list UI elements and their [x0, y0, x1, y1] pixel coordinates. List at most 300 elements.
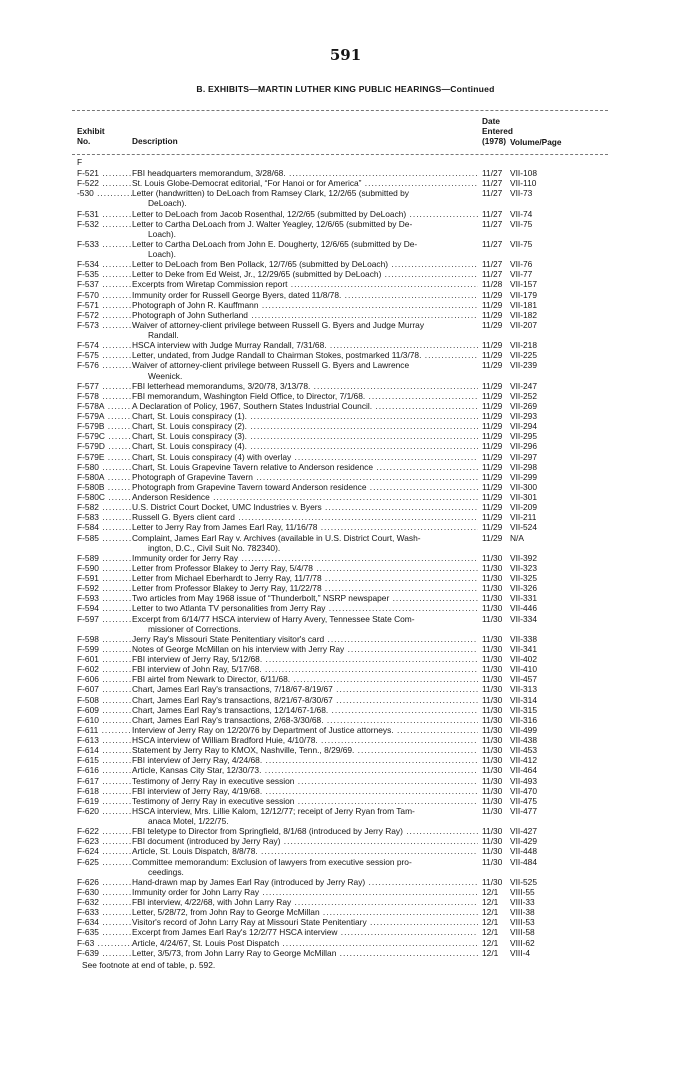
table-row: [0, 340, 691, 350]
table-row: [0, 917, 691, 927]
page-number: 591: [329, 46, 362, 64]
exhibit-number: F-533 .....: [77, 239, 132, 249]
volume-page: VII-446: [510, 603, 538, 614]
table-row: [0, 806, 691, 816]
exhibit-description: FBI memorandum, Washington Field Office, to Director, 7/1/68. .....: [132, 391, 478, 401]
exhibit-description: Chart, St. Louis conspiracy (1). .....: [132, 411, 478, 421]
table-row: [0, 462, 691, 472]
exhibit-description: Notes of George McMillan on his interview with Jerry Ray .....: [132, 644, 478, 654]
exhibit-description: Letter to Deke from Ed Weist, Jr., 12/29/65 (submitted by DeLoach) .....: [132, 269, 478, 279]
volume-page: VII-524: [510, 522, 538, 533]
exhibit-description: Letter to DeLoach from Jacob Rosenthal, 12/2/65 (submitted by DeLoach) .....: [132, 209, 478, 219]
table-row: [0, 533, 691, 543]
table-row: [0, 563, 691, 573]
table-row: [0, 644, 691, 654]
date-entered: 11/30: [482, 724, 503, 735]
table-row: [0, 684, 691, 694]
exhibit-number: F-580 .....: [77, 462, 132, 472]
table-row-continuation: [0, 543, 691, 553]
exhibit-number: F-576 .....: [77, 360, 132, 370]
table-row: [0, 259, 691, 269]
date-entered: 11/29: [482, 309, 503, 320]
table-row: [0, 310, 691, 320]
header-description: Description: [132, 135, 178, 146]
exhibit-number: F-594 .....: [77, 603, 132, 613]
table-row: [0, 360, 691, 370]
exhibit-description: Letter, 5/28/72, from John Ray to George McMillan .....: [132, 907, 478, 917]
exhibit-description: FBI interview of Jerry Ray, 4/24/68. .....: [132, 755, 478, 765]
exhibit-description: Chart, James Earl Ray's transactions, 12/14/67-1/68. .....: [132, 705, 478, 715]
table-row: [0, 502, 691, 512]
date-entered: 12/1: [482, 947, 499, 958]
table-row: [0, 603, 691, 613]
exhibit-description: Immunity order for Russell George Byers, dated 11/8/78. .....: [132, 290, 478, 300]
exhibit-description: Article, 4/24/67, St. Louis Post Dispatch .....: [132, 938, 478, 948]
date-entered: 11/30: [482, 805, 503, 816]
table-row: [0, 300, 691, 310]
volume-page: VII-477: [510, 805, 538, 816]
exhibit-number: F-508 .....: [77, 695, 132, 705]
exhibit-number: F-597 .....: [77, 614, 132, 624]
exhibit-description: St. Louis Globe-Democrat editorial, “For Hanoi or for America” .....: [132, 178, 478, 188]
date-entered: 11/29: [482, 461, 503, 472]
volume-page: VIII-62: [510, 937, 535, 948]
exhibit-description: FBI interview of John Ray, 5/17/68. .....: [132, 664, 478, 674]
exhibit-number: F-575 .....: [77, 350, 132, 360]
volume-page: VIII-38: [510, 907, 535, 918]
date-entered: 12/1: [482, 907, 499, 918]
table-row: [0, 715, 691, 725]
volume-page: VII-295: [510, 431, 538, 442]
table-row: [0, 290, 691, 300]
exhibit-description: FBI headquarters memorandum, 3/28/68. .....: [132, 168, 478, 178]
volume-page: VII-299: [510, 471, 538, 482]
exhibit-description: Chart, St. Louis conspiracy (2). .....: [132, 421, 478, 431]
exhibit-number: F-633 .....: [77, 907, 132, 917]
volume-page: VII-157: [510, 279, 538, 290]
exhibit-number: F-616 .....: [77, 765, 132, 775]
table-row-continuation: [0, 330, 691, 340]
volume-page: VII-75: [510, 218, 533, 229]
date-entered: 11/30: [482, 795, 503, 806]
table-row: [0, 401, 691, 411]
table-row: [0, 634, 691, 644]
volume-page: VII-326: [510, 583, 538, 594]
exhibit-number: F-610 .....: [77, 715, 132, 725]
table-row: [0, 826, 691, 836]
volume-page: VII-427: [510, 826, 538, 837]
volume-page: VII-484: [510, 856, 538, 867]
exhibit-description: DeLoach).: [148, 198, 187, 209]
date-entered: 11/29: [482, 431, 503, 442]
volume-page: VII-77: [510, 269, 533, 280]
date-entered: 11/30: [482, 735, 503, 745]
exhibit-description: Immunity order for Jerry Ray .....: [132, 553, 478, 563]
exhibit-number: F-606 .....: [77, 674, 132, 684]
stray-mark: F: [77, 157, 83, 167]
volume-page: VII-470: [510, 785, 538, 796]
table-row: [0, 695, 691, 705]
volume-page: VII-334: [510, 613, 538, 624]
exhibit-description: Waiver of attorney-client privilege between Russell G. Byers and Judge Murray: [132, 319, 425, 330]
exhibit-description: Chart, St. Louis conspiracy (3). .....: [132, 431, 478, 441]
exhibit-number: F-579D .....: [77, 441, 132, 451]
table-row: [0, 654, 691, 664]
exhibit-number: F-570 .....: [77, 290, 132, 300]
volume-page: VII-298: [510, 461, 538, 472]
date-entered: 11/30: [482, 562, 503, 573]
exhibit-description: Loach).: [148, 249, 176, 259]
volume-page: VII-211: [510, 512, 537, 523]
volume-page: VII-314: [510, 694, 538, 705]
table-row: [0, 168, 691, 178]
date-entered: 11/29: [482, 451, 503, 462]
date-entered: 11/29: [482, 289, 503, 300]
exhibit-description: anaca Motel, 1/22/75.: [148, 816, 229, 826]
table-row-continuation: [0, 816, 691, 826]
exhibit-description: FBI letterhead memorandums, 3/20/78, 3/13/78. .....: [132, 381, 478, 391]
date-entered: 11/30: [482, 775, 503, 786]
exhibit-description: Letter from Michael Eberhardt to Jerry Ray, 11/7/78 .....: [132, 573, 478, 583]
exhibit-description: Excerpts from Wiretap Commission report .....: [132, 279, 478, 289]
exhibit-number: F-620 .....: [77, 806, 132, 816]
exhibit-table: [0, 168, 691, 958]
exhibit-number: F-522 .....: [77, 178, 132, 188]
volume-page: VII-323: [510, 562, 538, 573]
volume-page: VII-315: [510, 704, 538, 715]
table-row: [0, 482, 691, 492]
exhibit-description: Letter to two Atlanta TV personalities from Jerry Ray .....: [132, 603, 478, 613]
exhibit-description: Letter from Professor Blakey to Jerry Ray, 5/4/78 .....: [132, 563, 478, 573]
exhibit-number: F-613 .....: [77, 735, 132, 745]
date-entered: 11/30: [482, 583, 503, 594]
table-row: [0, 857, 691, 867]
volume-page: VII-410: [510, 664, 538, 675]
exhibit-number: F-580B .....: [77, 482, 132, 492]
date-entered: 11/30: [482, 714, 503, 725]
date-entered: 12/1: [482, 886, 499, 897]
exhibit-number: F-571 .....: [77, 300, 132, 310]
exhibit-description: Photograph from Grapevine Tavern toward Anderson residence .....: [132, 482, 478, 492]
volume-page: VIII-58: [510, 927, 535, 938]
volume-page: VII-325: [510, 573, 538, 583]
volume-page: VIII-53: [510, 917, 535, 928]
exhibit-number: F-532 .....: [77, 219, 132, 229]
exhibit-number: F-618 .....: [77, 786, 132, 796]
volume-page: VII-448: [510, 846, 538, 857]
date-entered: 11/30: [482, 552, 503, 563]
table-row-continuation: [0, 198, 691, 208]
header-exhibit: [77, 127, 105, 146]
date-entered: 11/30: [482, 573, 503, 583]
table-row: [0, 948, 691, 958]
volume-page: VII-429: [510, 836, 538, 847]
exhibit-number: F-617 .....: [77, 776, 132, 786]
exhibit-description: Immunity order for John Larry Ray .....: [132, 887, 478, 897]
exhibit-description: FBI teletype to Director from Springfield, 8/1/68 (introduced by Jerry Ray) .....: [132, 826, 478, 836]
exhibit-number: F-634 .....: [77, 917, 132, 927]
date-entered: 11/29: [482, 340, 503, 351]
exhibit-number: F-63 .....: [77, 938, 132, 948]
volume-page: VII-182: [510, 309, 538, 320]
volume-page: VII-247: [510, 380, 538, 391]
date-entered: 11/28: [482, 279, 503, 290]
exhibit-description: Randall.: [148, 330, 179, 340]
volume-page: VII-392: [510, 552, 538, 563]
date-entered: 11/27: [482, 178, 503, 189]
date-entered: 11/30: [482, 755, 503, 766]
table-row: [0, 553, 691, 563]
table-row: [0, 755, 691, 765]
exhibit-description: Waiver of attorney-client privilege between Russell G. Byers and Lawrence: [132, 360, 410, 371]
table-row: [0, 664, 691, 674]
exhibit-description: Weenick.: [148, 370, 183, 381]
header-exhibit-line1: Exhibit: [77, 126, 105, 136]
volume-page: VII-74: [510, 208, 533, 219]
volume-page: VII-438: [510, 735, 538, 745]
exhibit-description: Letter to Cartha DeLoach from John E. Dougherty, 12/6/65 (submitted by De-: [132, 238, 418, 249]
table-row: [0, 796, 691, 806]
volume-page: VII-499: [510, 724, 538, 735]
exhibit-description: Hand-drawn map by James Earl Ray (introduced by Jerry Ray) .....: [132, 877, 478, 887]
date-entered: 11/30: [482, 654, 503, 664]
volume-page: VII-453: [510, 745, 538, 756]
volume-page: VII-475: [510, 795, 538, 806]
footnote: See footnote at end of table, p. 592.: [82, 960, 216, 971]
volume-page: VII-269: [510, 400, 538, 411]
exhibit-number: F-579E .....: [77, 452, 132, 462]
exhibit-description: Letter, undated, from Judge Randall to Chairman Stokes, postmarked 11/3/78. .....: [132, 350, 478, 360]
exhibit-number: F-624 .....: [77, 846, 132, 856]
exhibit-description: Loach).: [148, 228, 176, 239]
exhibit-description: Russell G. Byers client card .....: [132, 512, 478, 522]
table-row-continuation: [0, 867, 691, 877]
exhibit-description: Chart, St. Louis conspiracy (4) with overlay .....: [132, 452, 478, 462]
table-row: [0, 431, 691, 441]
volume-page: VII-457: [510, 674, 538, 685]
date-entered: 11/30: [482, 633, 503, 644]
exhibit-number: F-582 .....: [77, 502, 132, 512]
date-entered: 11/29: [482, 502, 503, 513]
exhibit-number: F-625 .....: [77, 857, 132, 867]
volume-page: VII-108: [510, 168, 538, 178]
volume-page: VII-402: [510, 654, 538, 664]
exhibit-description: Photograph of John R. Kauffmann .....: [132, 300, 478, 310]
table-row: [0, 938, 691, 948]
exhibit-number: F-583 .....: [77, 512, 132, 522]
exhibit-description: Article, St. Louis Dispatch, 8/8/78. .....: [132, 846, 478, 856]
date-entered: 11/29: [482, 471, 503, 482]
date-entered: 11/27: [482, 269, 503, 280]
volume-page: N/A: [510, 532, 524, 543]
exhibit-description: Letter to Cartha DeLoach from J. Walter Yeagley, 12/6/65 (submitted by De-: [132, 218, 413, 229]
exhibit-number: F-614 .....: [77, 745, 132, 755]
date-entered: 11/30: [482, 643, 503, 654]
volume-page: VII-296: [510, 441, 538, 452]
date-entered: 11/29: [482, 360, 503, 371]
date-entered: 11/29: [482, 299, 503, 310]
header-date-line2: Entered: [482, 125, 513, 136]
exhibit-number: F-521 .....: [77, 168, 132, 178]
date-entered: 11/30: [482, 846, 503, 857]
volume-page: VII-218: [510, 340, 538, 351]
exhibit-number: F-635 .....: [77, 927, 132, 937]
exhibit-number: F-639 .....: [77, 948, 132, 958]
exhibit-description: Interview of Jerry Ray on 12/20/76 by Department of Justice attorneys. .....: [132, 725, 478, 735]
date-entered: 11/30: [482, 694, 503, 705]
date-entered: 11/27: [482, 238, 503, 249]
exhibit-description: Chart, St. Louis Grapevine Tavern relative to Anderson residence .....: [132, 462, 478, 472]
exhibit-description: Visitor's record of John Larry Ray at Missouri State Penitentiary .....: [132, 917, 478, 927]
exhibit-number: F-601 .....: [77, 654, 132, 664]
exhibit-description: Chart, James Earl Ray's transactions, 2/68-3/30/68. .....: [132, 715, 478, 725]
volume-page: VIII-33: [510, 897, 535, 907]
exhibit-number: F-622 .....: [77, 826, 132, 836]
top-rule: [72, 110, 608, 111]
table-row: [0, 391, 691, 401]
exhibit-number: F-585 .....: [77, 533, 132, 543]
table-row: [0, 745, 691, 755]
date-entered: 11/29: [482, 441, 503, 452]
table-row: [0, 725, 691, 735]
table-row: [0, 188, 691, 198]
table-row: [0, 907, 691, 917]
date-entered: 11/30: [482, 745, 503, 756]
header-rule: [72, 154, 608, 155]
table-row-continuation: [0, 229, 691, 239]
exhibit-description: Photograph of Grapevine Tavern .....: [132, 472, 478, 482]
table-row: [0, 452, 691, 462]
table-row: [0, 512, 691, 522]
table-row: [0, 927, 691, 937]
table-row: [0, 887, 691, 897]
exhibit-number: -530 .....: [77, 188, 132, 198]
volume-page: VII-110: [510, 178, 537, 189]
exhibit-number: F-593 .....: [77, 593, 132, 603]
exhibit-description: Excerpt from James Earl Ray's 12/2/77 HSCA interview .....: [132, 927, 478, 937]
table-row: [0, 441, 691, 451]
date-entered: 12/1: [482, 937, 499, 948]
volume-page: VII-76: [510, 259, 533, 270]
exhibit-description: Article, Kansas City Star, 12/30/73. .....: [132, 765, 478, 775]
date-entered: 12/1: [482, 897, 499, 907]
table-row: [0, 320, 691, 330]
volume-page: VII-297: [510, 451, 538, 462]
volume-page: VII-338: [510, 633, 538, 644]
table-row: [0, 573, 691, 583]
date-entered: 11/30: [482, 785, 503, 796]
table-row: [0, 492, 691, 502]
exhibit-number: F-626 .....: [77, 877, 132, 887]
table-row-continuation: [0, 371, 691, 381]
exhibit-number: F-592 .....: [77, 583, 132, 593]
exhibit-number: F-531 .....: [77, 209, 132, 219]
volume-page: VII-493: [510, 775, 538, 786]
table-row: [0, 472, 691, 482]
table-row: [0, 836, 691, 846]
date-entered: 11/29: [482, 421, 503, 432]
date-entered: 11/27: [482, 218, 503, 229]
exhibit-number: F-599 .....: [77, 644, 132, 654]
date-entered: 11/30: [482, 674, 503, 685]
table-row: [0, 846, 691, 856]
exhibit-number: F-632 .....: [77, 897, 132, 907]
date-entered: 12/1: [482, 927, 499, 938]
exhibit-number: F-590 .....: [77, 563, 132, 573]
exhibit-number: F-578A .....: [77, 401, 132, 411]
table-row: [0, 786, 691, 796]
exhibit-description: FBI document (introduced by Jerry Ray) .....: [132, 836, 478, 846]
volume-page: VII-341: [510, 643, 538, 654]
header-date-line1: Date: [482, 116, 500, 127]
table-row: [0, 705, 691, 715]
volume-page: VII-179: [510, 289, 538, 300]
volume-page: VII-209: [510, 502, 538, 513]
exhibit-description: FBI interview of Jerry Ray, 5/12/68. .....: [132, 654, 478, 664]
exhibit-description: Committee memorandum: Exclusion of lawyers from executive session pro-: [132, 856, 412, 867]
exhibit-number: F-623 .....: [77, 836, 132, 846]
exhibit-description: Chart, James Earl Ray's transactions, 7/18/67-8/19/67 .....: [132, 684, 478, 694]
exhibit-description: Chart, James Earl Ray's transactions, 8/21/67-8/30/67 .....: [132, 695, 478, 705]
exhibit-description: ington, D.C., Civil Suit No. 782340).: [148, 542, 281, 553]
date-entered: 11/30: [482, 765, 503, 776]
date-entered: 11/27: [482, 188, 503, 199]
date-entered: 11/30: [482, 704, 503, 715]
exhibit-number: F-619 .....: [77, 796, 132, 806]
volume-page: VII-252: [510, 390, 538, 401]
exhibit-description: U.S. District Court Docket, UMC Industries v. Byers .....: [132, 502, 478, 512]
date-entered: 11/30: [482, 826, 503, 837]
date-entered: 11/27: [482, 208, 503, 219]
exhibit-number: F-578 .....: [77, 391, 132, 401]
table-row: [0, 219, 691, 229]
volume-page: VII-464: [510, 765, 538, 776]
exhibit-description: Complaint, James Earl Ray v. Archives (available in U.S. District Court, Wash-: [132, 532, 421, 543]
date-entered: 11/30: [482, 856, 503, 867]
table-row: [0, 765, 691, 775]
date-entered: 12/1: [482, 917, 499, 928]
exhibit-description: Letter, 3/5/73, from John Larry Ray to George McMillan .....: [132, 948, 478, 958]
exhibit-description: Jerry Ray's Missouri State Penitentiary visitor's card .....: [132, 634, 478, 644]
table-row: [0, 350, 691, 360]
exhibit-number: F-611 .....: [77, 725, 132, 735]
exhibit-description: Chart, St. Louis conspiracy (4). .....: [132, 441, 478, 451]
exhibit-description: Statement by Jerry Ray to KMOX, Nashville, Tenn., 8/29/69. .....: [132, 745, 478, 755]
volume-page: VII-300: [510, 481, 538, 492]
volume-page: VII-181: [510, 299, 538, 310]
date-entered: 11/29: [482, 400, 503, 411]
exhibit-description: HSCA interview of William Bradford Huie, 4/10/78. .....: [132, 735, 478, 745]
exhibit-description: HSCA interview, Mrs. Lillie Kalom, 12/12/77; receipt of Jerry Ryan from Tam-: [132, 805, 415, 816]
table-row: [0, 522, 691, 532]
table-row: [0, 614, 691, 624]
exhibit-number: F-589 .....: [77, 553, 132, 563]
table-row: [0, 209, 691, 219]
exhibit-number: F-609 .....: [77, 705, 132, 715]
date-entered: 11/29: [482, 532, 503, 543]
volume-page: VII-301: [510, 492, 538, 502]
exhibit-description: ceedings.: [148, 866, 184, 877]
exhibit-number: F-580A .....: [77, 472, 132, 482]
date-entered: 11/29: [482, 481, 503, 492]
table-row-continuation: [0, 624, 691, 634]
exhibit-number: F-535 .....: [77, 269, 132, 279]
exhibit-description: Testimony of Jerry Ray in executive session .....: [132, 796, 478, 806]
date-entered: 11/30: [482, 593, 503, 604]
exhibit-number: F-579A .....: [77, 411, 132, 421]
volume-page: VII-239: [510, 360, 538, 371]
table-row: [0, 269, 691, 279]
